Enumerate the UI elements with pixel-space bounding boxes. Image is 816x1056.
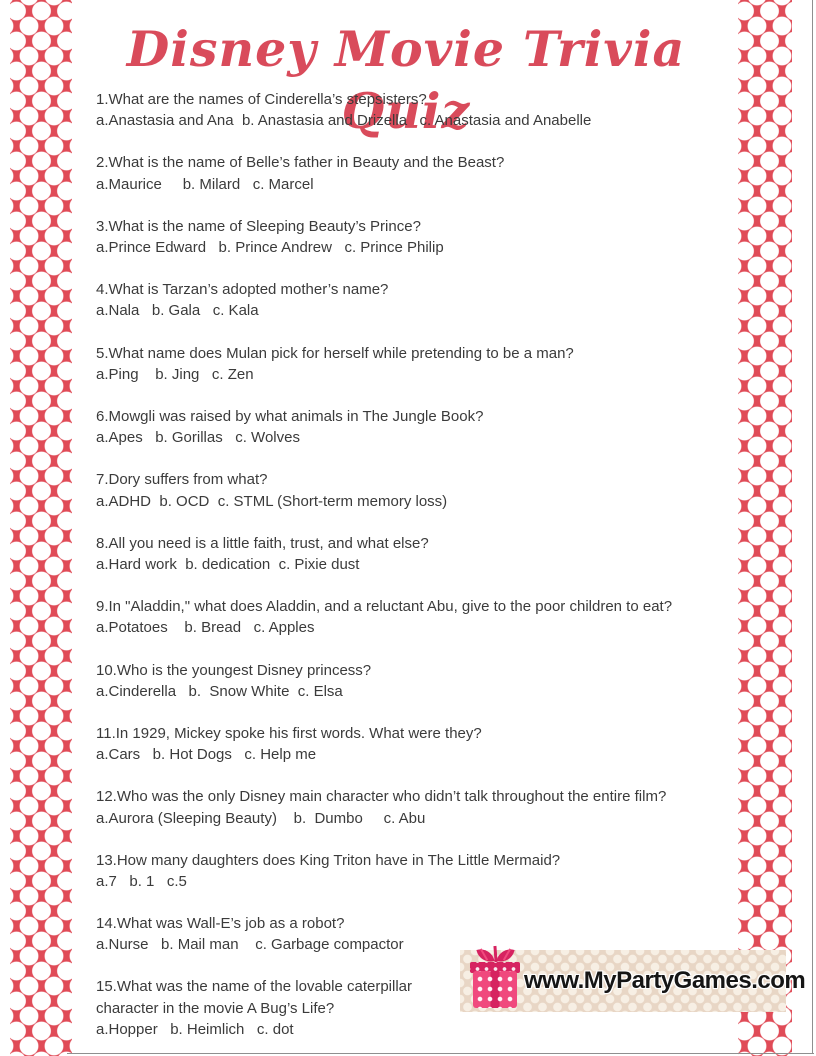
answer-options: a.Potatoes b. Bread c. Apples xyxy=(96,619,315,637)
answer-options: a.Aurora (Sleeping Beauty) b. Dumbo c. Abu xyxy=(96,809,426,827)
question-text: 9.In "Aladdin," what does Aladdin, and a reluctant Abu, give to the poor children to eat? xyxy=(96,598,673,616)
answer-options: a.Maurice b. Milard c. Marcel xyxy=(96,175,314,193)
answer-options: a.ADHD b. OCD c. STML (Short-term memory loss) xyxy=(96,492,448,510)
question-block xyxy=(96,596,776,659)
question-block xyxy=(96,533,776,596)
question-text: 12.Who was the only Disney main character who didn’t talk throughout the entire film? xyxy=(96,788,667,806)
answer-options: a.Cinderella b. Snow White c. Elsa xyxy=(96,682,343,700)
page-edge-line-right xyxy=(812,0,813,1053)
question-text: 8.All you need is a little faith, trust, and what else? xyxy=(96,534,429,552)
question-text: 6.Mowgli was raised by what animals in The Jungle Book? xyxy=(96,407,484,425)
question-text: 13.How many daughters does King Triton have in The Little Mermaid? xyxy=(96,851,561,869)
question-block xyxy=(96,660,776,723)
question-block xyxy=(96,850,776,913)
gift-icon xyxy=(470,945,522,1011)
question-text: 5.What name does Mulan pick for herself while pretending to be a man? xyxy=(96,344,574,362)
answer-options: a.Apes b. Gorillas c. Wolves xyxy=(96,429,300,447)
answer-options: a.7 b. 1 c.5 xyxy=(96,872,187,890)
page-edge-line-bottom xyxy=(67,1053,814,1054)
question-text: 7.Dory suffers from what? xyxy=(96,471,268,489)
question-text: 4.What is Tarzan’s adopted mother’s name? xyxy=(96,281,389,299)
question-text: 14.What was Wall-E’s job as a robot? xyxy=(96,915,345,933)
watermark-url: www.MyPartyGames.com xyxy=(524,967,806,994)
answer-options: a.Hard work b. dedication c. Pixie dust xyxy=(96,555,360,573)
question-text: 11.In 1929, Mickey spoke his first words. What were they? xyxy=(96,724,482,742)
watermark-banner xyxy=(460,950,806,1012)
answer-options: a.Cars b. Hot Dogs c. Help me xyxy=(96,746,317,764)
answer-options: a.Hopper b. Heimlich c. dot xyxy=(96,1020,294,1038)
question-block xyxy=(96,469,776,532)
polka-dot-border-left xyxy=(10,0,72,1056)
answer-options: a.Nurse b. Mail man c. Garbage compactor xyxy=(96,936,404,954)
question-text: 10.Who is the youngest Disney princess? xyxy=(96,661,372,679)
question-text: 3.What is the name of Sleeping Beauty’s Prince? xyxy=(96,217,421,235)
answer-options: a.Ping b. Jing c. Zen xyxy=(96,365,254,383)
answer-options: a.Nala b. Gala c. Kala xyxy=(96,302,259,320)
page-title: Disney Movie Trivia Quiz xyxy=(126,20,686,140)
questions-list xyxy=(96,89,776,1040)
gift-box xyxy=(473,971,517,1008)
question-block xyxy=(96,406,776,469)
question-block xyxy=(96,279,776,342)
question-block xyxy=(96,343,776,406)
question-block xyxy=(96,152,776,215)
question-text: 2.What is the name of Belle’s father in Beauty and the Beast? xyxy=(96,154,505,172)
answer-options: a.Anastasia and Ana b. Anastasia and Drizella c. Anastasia and Anabelle xyxy=(96,112,592,130)
question-text: 15.What was the name of the lovable caterpillar character in the movie A Bug’s Life? xyxy=(96,978,417,1017)
question-text: 1.What are the names of Cinderella’s stepsisters? xyxy=(96,91,427,108)
question-block xyxy=(96,786,776,849)
question-block xyxy=(96,89,776,152)
question-block xyxy=(96,216,776,279)
question-block xyxy=(96,723,776,786)
answer-options: a.Prince Edward b. Prince Andrew c. Prince Philip xyxy=(96,238,444,256)
